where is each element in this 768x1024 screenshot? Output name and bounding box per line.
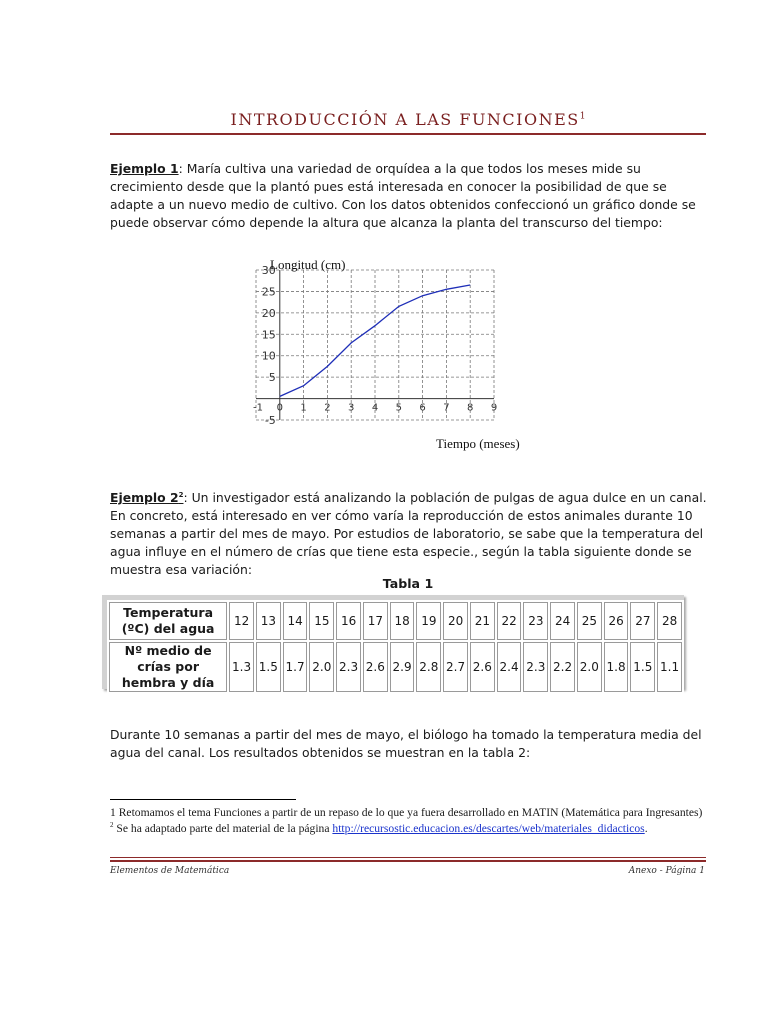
example-2-label <box>110 490 183 505</box>
example-1-text: : María cultiva una variedad de orquídea a la que todos los meses mide su crecimiento desde que la plantó pues está interesada en conocer la posibilidad de que se adapte a un nuevo medio de cultivo. Con los datos obtenidos confeccionó un gráfico donde se puede observar cómo depende la altura que alcanza la planta del transcurso del tiempo: <box>110 161 696 230</box>
example-1-label: Ejemplo 1 <box>110 161 179 176</box>
x-tick-label: 0 <box>276 402 283 414</box>
footnote-2-link[interactable]: http://recursostic.educacion.es/descartes/web/materiales_didacticos <box>332 821 645 835</box>
temperature-cell: 16 <box>336 602 361 640</box>
page-title <box>110 110 706 129</box>
temperature-cell: 13 <box>256 602 281 640</box>
example-2-footnote-mark: 2 <box>178 491 184 499</box>
title-text: INTRODUCCIÓN A LAS FUNCIONES <box>230 110 580 129</box>
x-tick-label: 9 <box>490 402 498 414</box>
temperature-cell: 21 <box>470 602 495 640</box>
x-tick-label: 5 <box>395 402 402 414</box>
offspring-cell: 2.8 <box>416 642 441 692</box>
temperature-cell: 28 <box>657 602 682 640</box>
y-tick-label: 20 <box>261 306 276 320</box>
temperature-cell: 24 <box>550 602 575 640</box>
y-tick-label: 30 <box>261 264 276 277</box>
temperature-cell: 25 <box>577 602 602 640</box>
x-tick-label: 8 <box>467 402 474 414</box>
temperature-cell: 18 <box>390 602 415 640</box>
footer-right: Anexo - Página 1 <box>628 866 705 876</box>
example-2-label-text: Ejemplo 2 <box>110 490 179 506</box>
y-tick-label: 25 <box>261 285 276 299</box>
x-tick-label: 3 <box>348 402 355 414</box>
offspring-cell: 1.1 <box>657 642 682 692</box>
y-tick-label: 10 <box>261 349 276 363</box>
offspring-cell: 2.9 <box>390 642 415 692</box>
offspring-cell: 1.5 <box>630 642 655 692</box>
temperature-cell: 17 <box>363 602 388 640</box>
temperature-cell: 26 <box>604 602 629 640</box>
footnote-2 <box>110 819 720 835</box>
x-tick-label: 7 <box>443 402 450 414</box>
offspring-cell: 2.3 <box>336 642 361 692</box>
row-header-offspring: Nº medio de crías por hembra y día <box>109 642 227 692</box>
temperature-cell: 27 <box>630 602 655 640</box>
footer-left: Elementos de Matemática <box>110 866 230 876</box>
y-tick-label: 15 <box>261 328 276 342</box>
offspring-cell: 2.6 <box>363 642 388 692</box>
example-2-paragraph <box>110 486 710 579</box>
table-1-caption: Tabla 1 <box>382 576 434 591</box>
offspring-cell: 2.6 <box>470 642 495 692</box>
footnote-2-end: . <box>644 821 648 835</box>
y-tick-label: -5 <box>264 414 276 427</box>
temperature-cell: 15 <box>309 602 334 640</box>
offspring-cell: 2.0 <box>577 642 602 692</box>
offspring-cell: 2.4 <box>497 642 522 692</box>
x-axis-label: Tiempo (meses) <box>436 436 520 451</box>
title-underline <box>110 133 706 135</box>
footnote-2-mark: 2 <box>110 821 114 829</box>
footer-rule-thick <box>110 860 706 862</box>
temperature-cell: 12 <box>229 602 254 640</box>
offspring-cell: 2.7 <box>443 642 468 692</box>
temperature-cell: 14 <box>283 602 308 640</box>
growth-chart <box>253 252 536 452</box>
table-row-temperature <box>109 602 682 640</box>
table-row-offspring <box>109 642 682 692</box>
x-tick-label: 6 <box>419 402 426 414</box>
offspring-cell: 2.3 <box>523 642 548 692</box>
footnote-1: 1 Retomamos el tema Funciones a partir de un repaso de lo que ya fuera desarrollado en MATIN (Matemática para Ingresantes) <box>110 806 703 819</box>
example-1-paragraph <box>110 160 710 232</box>
x-tick-label: 2 <box>324 402 331 414</box>
offspring-cell: 2.2 <box>550 642 575 692</box>
offspring-cell: 1.5 <box>256 642 281 692</box>
example-2-text: : Un investigador está analizando la población de pulgas de agua dulce en un canal. En concreto, está interesado en ver cómo varía la reproducción de estos animales durante 10 semanas a partir del mes de mayo. Por estudios de laboratorio, se sabe que la temperatura del agua influye en el número de crías que tiene esta especie., según la tabla siguiente donde se muestra esa variación: <box>110 490 707 578</box>
x-tick-label: -1 <box>253 402 263 414</box>
title-footnote-mark: 1 <box>579 111 586 122</box>
table-1-frame <box>102 595 684 689</box>
y-tick-label: 5 <box>268 371 276 385</box>
row-header-temperature: Temperatura (ºC) del agua <box>109 602 227 640</box>
footnote-separator <box>110 799 296 800</box>
y-axis-label: Longitud (cm) <box>270 257 346 272</box>
footer-rule-thin <box>110 857 706 858</box>
offspring-cell: 1.3 <box>229 642 254 692</box>
offspring-cell: 1.7 <box>283 642 308 692</box>
x-tick-label: 1 <box>300 402 307 414</box>
temperature-cell: 19 <box>416 602 441 640</box>
offspring-cell: 1.8 <box>604 642 629 692</box>
temperature-cell: 20 <box>443 602 468 640</box>
x-tick-label: 4 <box>371 402 379 414</box>
table-1 <box>107 600 684 694</box>
footnote-2-text: Se ha adaptado parte del material de la página <box>113 821 333 835</box>
temperature-cell: 22 <box>497 602 522 640</box>
temperature-cell: 23 <box>523 602 548 640</box>
offspring-cell: 2.0 <box>309 642 334 692</box>
paragraph-3: Durante 10 semanas a partir del mes de mayo, el biólogo ha tomado la temperatura media del agua del canal. Los resultados obtenidos se muestran en la tabla 2: <box>110 727 702 760</box>
